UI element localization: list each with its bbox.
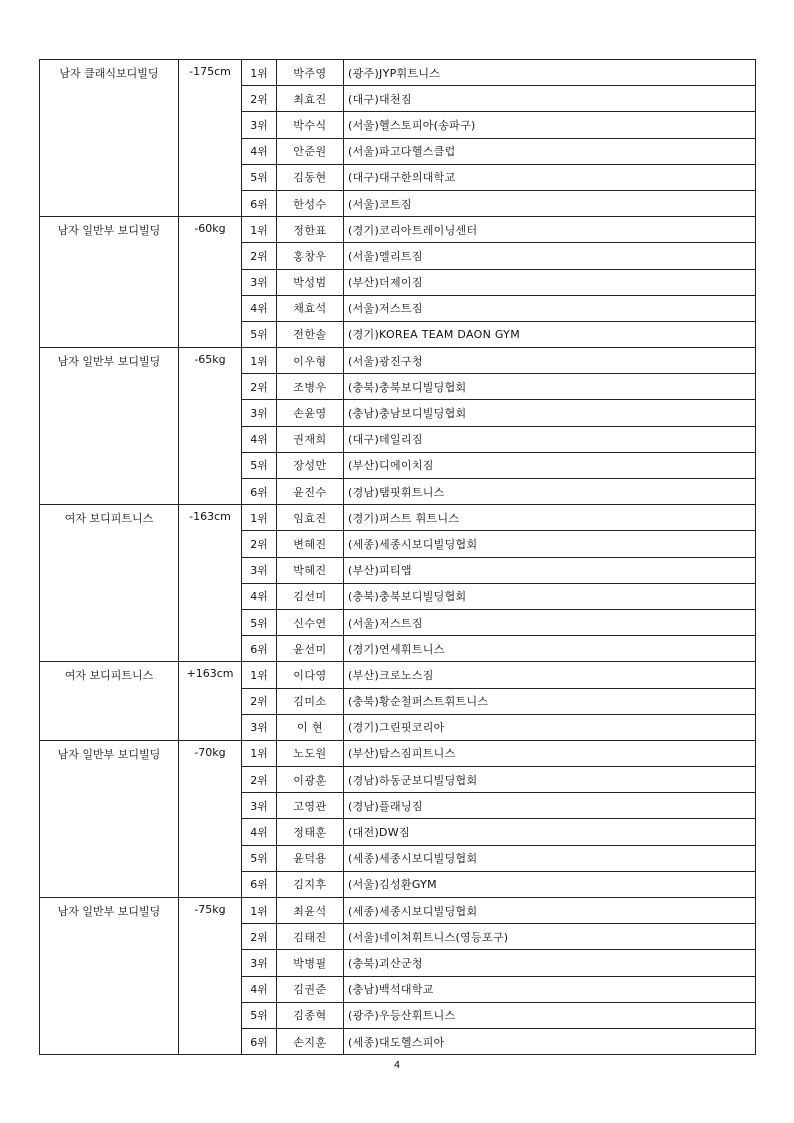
club-cell: (세종)세종시보디빌딩협회 xyxy=(344,531,756,557)
rank-cell: 2위 xyxy=(242,531,277,557)
rank-cell: 6위 xyxy=(242,1028,277,1054)
rank-cell: 1위 xyxy=(242,662,277,688)
rank-cell: 2위 xyxy=(242,243,277,269)
rank-cell: 1위 xyxy=(242,898,277,924)
athlete-name-cell: 한성수 xyxy=(277,190,344,216)
club-cell: (대구)대천짐 xyxy=(344,86,756,112)
club-cell: (충남)백석대학교 xyxy=(344,976,756,1002)
athlete-name-cell: 이 현 xyxy=(277,714,344,740)
athlete-name-cell: 김태진 xyxy=(277,924,344,950)
category-cell: 남자 일반부 보디빌딩 xyxy=(40,898,179,1055)
club-cell: (경기)코리아트레이닝센터 xyxy=(344,217,756,243)
club-cell: (서울)광진구청 xyxy=(344,348,756,374)
athlete-name-cell: 김종혁 xyxy=(277,1002,344,1028)
weight-class-cell: -60kg xyxy=(179,217,242,348)
rank-cell: 4위 xyxy=(242,138,277,164)
category-cell: 남자 일반부 보디빌딩 xyxy=(40,217,179,348)
athlete-name-cell: 윤진수 xyxy=(277,479,344,505)
club-cell: (서울)코트짐 xyxy=(344,190,756,216)
club-cell: (경남)하동군보디빌딩협회 xyxy=(344,767,756,793)
rank-cell: 1위 xyxy=(242,740,277,766)
rank-cell: 1위 xyxy=(242,348,277,374)
athlete-name-cell: 윤선미 xyxy=(277,636,344,662)
athlete-name-cell: 김지후 xyxy=(277,871,344,897)
table-row xyxy=(40,348,756,374)
club-cell: (부산)크로노스짐 xyxy=(344,662,756,688)
rank-cell: 1위 xyxy=(242,505,277,531)
rank-cell: 4위 xyxy=(242,426,277,452)
category-cell: 남자 일반부 보디빌딩 xyxy=(40,740,179,897)
athlete-name-cell: 신수연 xyxy=(277,609,344,635)
club-cell: (세종)세종시보디빌딩협회 xyxy=(344,898,756,924)
rank-cell: 3위 xyxy=(242,793,277,819)
club-cell: (대구)대구한의대학교 xyxy=(344,164,756,190)
club-cell: (부산)디에이치짐 xyxy=(344,452,756,478)
athlete-name-cell: 박성범 xyxy=(277,269,344,295)
club-cell: (서울)저스트짐 xyxy=(344,295,756,321)
category-cell: 여자 보디피트니스 xyxy=(40,662,179,741)
club-cell: (세종)세종시보디빌딩협회 xyxy=(344,845,756,871)
athlete-name-cell: 박수식 xyxy=(277,112,344,138)
rank-cell: 6위 xyxy=(242,871,277,897)
table-row xyxy=(40,217,756,243)
category-cell: 남자 일반부 보디빌딩 xyxy=(40,348,179,505)
club-cell: (서울)파고다헬스클럽 xyxy=(344,138,756,164)
rank-cell: 3위 xyxy=(242,400,277,426)
athlete-name-cell: 박병필 xyxy=(277,950,344,976)
rank-cell: 3위 xyxy=(242,950,277,976)
rank-cell: 5위 xyxy=(242,1002,277,1028)
athlete-name-cell: 이광훈 xyxy=(277,767,344,793)
rank-cell: 3위 xyxy=(242,557,277,583)
club-cell: (충북)황순철퍼스트휘트니스 xyxy=(344,688,756,714)
athlete-name-cell: 장성만 xyxy=(277,452,344,478)
rank-cell: 2위 xyxy=(242,374,277,400)
table-row xyxy=(40,60,756,86)
athlete-name-cell: 변혜진 xyxy=(277,531,344,557)
athlete-name-cell: 김미소 xyxy=(277,688,344,714)
rank-cell: 4위 xyxy=(242,583,277,609)
club-cell: (광주)JYP휘트니스 xyxy=(344,60,756,86)
results-body xyxy=(40,60,756,1055)
rank-cell: 6위 xyxy=(242,479,277,505)
club-cell: (충북)충북보디빌딩협회 xyxy=(344,583,756,609)
rank-cell: 5위 xyxy=(242,321,277,347)
club-cell: (대전)DW짐 xyxy=(344,819,756,845)
club-cell: (경기)퍼스트 휘트니스 xyxy=(344,505,756,531)
athlete-name-cell: 고영관 xyxy=(277,793,344,819)
athlete-name-cell: 손윤영 xyxy=(277,400,344,426)
rank-cell: 3위 xyxy=(242,269,277,295)
athlete-name-cell: 김동현 xyxy=(277,164,344,190)
rank-cell: 4위 xyxy=(242,819,277,845)
club-cell: (서울)네이쳐휘트니스(영등포구) xyxy=(344,924,756,950)
rank-cell: 3위 xyxy=(242,714,277,740)
club-cell: (경남)탬핏휘트니스 xyxy=(344,479,756,505)
athlete-name-cell: 노도원 xyxy=(277,740,344,766)
athlete-name-cell: 정한표 xyxy=(277,217,344,243)
athlete-name-cell: 박주영 xyxy=(277,60,344,86)
table-row xyxy=(40,505,756,531)
club-cell: (서울)헬스토피아(송파구) xyxy=(344,112,756,138)
club-cell: (경기)연세휘트니스 xyxy=(344,636,756,662)
athlete-name-cell: 김선미 xyxy=(277,583,344,609)
rank-cell: 5위 xyxy=(242,845,277,871)
weight-class-cell: -163cm xyxy=(179,505,242,662)
category-cell: 여자 보디피트니스 xyxy=(40,505,179,662)
table-row xyxy=(40,898,756,924)
rank-cell: 1위 xyxy=(242,217,277,243)
club-cell: (서울)저스트짐 xyxy=(344,609,756,635)
weight-class-cell: -70kg xyxy=(179,740,242,897)
weight-class-cell: -65kg xyxy=(179,348,242,505)
athlete-name-cell: 홍창우 xyxy=(277,243,344,269)
rank-cell: 2위 xyxy=(242,924,277,950)
rank-cell: 2위 xyxy=(242,767,277,793)
athlete-name-cell: 김권준 xyxy=(277,976,344,1002)
rank-cell: 5위 xyxy=(242,164,277,190)
rank-cell: 3위 xyxy=(242,112,277,138)
club-cell: (부산)탐스짐피트니스 xyxy=(344,740,756,766)
weight-class-cell: +163cm xyxy=(179,662,242,741)
club-cell: (충북)충북보디빌딩협회 xyxy=(344,374,756,400)
rank-cell: 4위 xyxy=(242,295,277,321)
club-cell: (광주)우등산휘트니스 xyxy=(344,1002,756,1028)
weight-class-cell: -75kg xyxy=(179,898,242,1055)
athlete-name-cell: 최효진 xyxy=(277,86,344,112)
table-row xyxy=(40,662,756,688)
athlete-name-cell: 채효석 xyxy=(277,295,344,321)
club-cell: (부산)피티앱 xyxy=(344,557,756,583)
athlete-name-cell: 임효진 xyxy=(277,505,344,531)
club-cell: (충남)충남보디빌딩협회 xyxy=(344,400,756,426)
athlete-name-cell: 박혜진 xyxy=(277,557,344,583)
athlete-name-cell: 권재희 xyxy=(277,426,344,452)
club-cell: (충북)괴산군청 xyxy=(344,950,756,976)
table-row xyxy=(40,740,756,766)
page-number: 4 xyxy=(393,1060,401,1071)
athlete-name-cell: 정태훈 xyxy=(277,819,344,845)
club-cell: (경남)플래닝짐 xyxy=(344,793,756,819)
rank-cell: 6위 xyxy=(242,190,277,216)
athlete-name-cell: 조병우 xyxy=(277,374,344,400)
athlete-name-cell: 이다영 xyxy=(277,662,344,688)
category-cell: 남자 클래식보디빌딩 xyxy=(40,60,179,217)
club-cell: (경기)KOREA TEAM DAON GYM xyxy=(344,321,756,347)
club-cell: (서울)김성환GYM xyxy=(344,871,756,897)
rank-cell: 4위 xyxy=(242,976,277,1002)
rank-cell: 2위 xyxy=(242,688,277,714)
club-cell: (세종)대도헬스피아 xyxy=(344,1028,756,1054)
athlete-name-cell: 윤덕용 xyxy=(277,845,344,871)
rank-cell: 5위 xyxy=(242,452,277,478)
rank-cell: 5위 xyxy=(242,609,277,635)
club-cell: (경기)그린핏코리아 xyxy=(344,714,756,740)
results-table xyxy=(39,59,756,1055)
athlete-name-cell: 안준원 xyxy=(277,138,344,164)
athlete-name-cell: 이우형 xyxy=(277,348,344,374)
athlete-name-cell: 최윤석 xyxy=(277,898,344,924)
weight-class-cell: -175cm xyxy=(179,60,242,217)
athlete-name-cell: 전한솔 xyxy=(277,321,344,347)
rank-cell: 6위 xyxy=(242,636,277,662)
athlete-name-cell: 손지훈 xyxy=(277,1028,344,1054)
club-cell: (부산)더제이짐 xyxy=(344,269,756,295)
rank-cell: 1위 xyxy=(242,60,277,86)
club-cell: (대구)데일리짐 xyxy=(344,426,756,452)
rank-cell: 2위 xyxy=(242,86,277,112)
club-cell: (서울)엘리트짐 xyxy=(344,243,756,269)
